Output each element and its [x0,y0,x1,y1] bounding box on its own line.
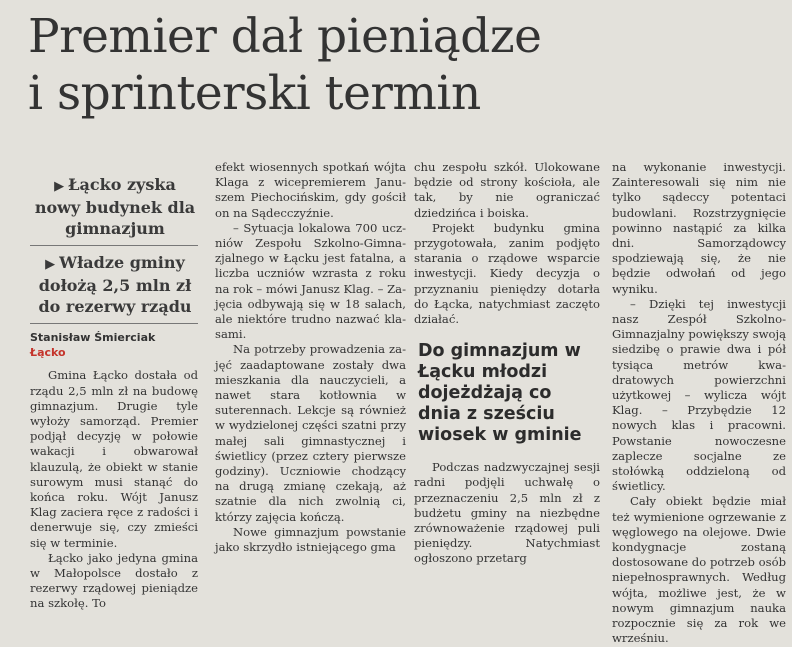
article-paragraph: efekt wiosennych spotkań wójta Klaga z wicepremierem Januszem Piechocińskim, gdy gościł on na Sądecczyźnie. [215,160,406,220]
headline [28,8,792,122]
article-paragraph: chu zespołu szkół. Ulokowane będzie od strony kościoła, ale tak, by nie ograniczać dziedzińca i boiska. [414,160,600,220]
lead-point-2-text: Władze gminy dołożą 2,5 mln zł do rezerwy rządu [38,253,192,316]
article-paragraph: Na potrzeby prowadzenia zajęć zaadaptowane zostały dwa mieszkania dla nauczycieli, a nawet stara kotłownia w suterennach. Lekcje są również w wydzielonej części szatni przy małej sali gimnastycznej i świetlicy (przez cztery pierwsze godziny). Uczniowie chodzący na drugą zmianę czekają, aż szatnie dla nich zwolnią ci, którzy zajęcia kończą. [215,342,406,524]
article-paragraph: Nowe gimnazjum powstanie jako skrzydło istniejącego gma [215,524,406,555]
article-paragraph: Łącko jako jedyna gmina w Małopolsce dostało z rezerwy rządowej pieniądze na szkołę. To [30,550,198,611]
lead-divider [30,323,198,324]
article-column-3 [414,160,600,567]
article-paragraph: – Dzięki tej inwestycji nasz Zespół Szkolno-Gimnazjalny powiększy swoją siedzibę o prawie dwa i pół tysiąca metrów kwadratowych powierzchni użytkowej – wylicza wójt Klag. – Przybędzie 12 nowych klas i pracowni. Powstanie nowoczesne zaplecze socjalne ze stołówką oddzieloną od świetlicy. [612,296,786,494]
article-paragraph: – Sytuacja lokalowa 700 uczniów Zespołu Szkolno-Gimnazjalnego w Łącku jest fatalna, a liczba uczniów wzrasta z roku na rok – mówi Janusz Klag. – Zajęcia odbywają się w 18 salach, ale niektóre trudno nazwać klasami. [215,220,406,342]
article-column-4 [612,160,786,647]
article-column-2 [215,160,406,555]
dateline-place: Łącko [30,346,66,360]
lead-point-1-text: Łącko zyska nowy budynek dla gimnazjum [34,175,196,238]
article-paragraph: Gmina Łącko dostała od rządu 2,5 mln zł na budowę gimnazjum. Drugie tyle wyłoży samorząd. Premier podjął decyzję w połowie wakacji i obwarował klauzulą, że obiekt w stanie surowym musi stanąć do końca roku. Wójt Janusz Klag zaciera ręce z radości i denerwuje się, czy zmieści się w terminie. [30,368,198,550]
lead-point-1 [30,174,198,239]
article-paragraph: Cały obiekt będzie miał też wymienione ogrzewanie z węglowego na olejowe. Dwie kondygnacje zostaną dostosowane do potrzeb osób niepełnosprawnych. Według wójta, możliwe jest, że w nowym gimnazjum nauka rozpocznie się za rok we wrześniu. [612,494,786,646]
article-paragraph: Projekt budynku gmina przygotowała, zanim podjęto starania o rządowe wsparcie inwestycji. Kiedy decyzja o przyznaniu pieniędzy dotarła do Łącka, natychmiast zaczęto działać. [414,220,600,327]
lead-point-2 [30,252,198,317]
article-paragraph: Podczas nadzwyczajnej sesji radni podjęli uchwałę o przeznaczeniu 2,5 mln zł z budżetu gminy na niezbędne zrównoważenie rządowej puli pieniędzy. Natychmiast ogłoszono przetarg [414,460,600,566]
author-name: Stanisław Śmierciak [30,331,156,344]
subheading: Do gimnazjum w Łącku młodzi dojeżdżają co dnia z sześciu wiosek w gminie [418,341,582,446]
lead-divider [30,245,198,246]
triangle-bullet-icon: ▶ [45,257,56,272]
headline-line-1: Premier dał pieniądze [28,9,542,64]
article-paragraph: na wykonanie inwestycji. Zainteresowali się nim nie tylko sądeccy potentaci budowlani. Rozstrzygnięcie powinno nastąpić za kilka dni. Samorządowcy spodziewają się, że nie będzie odwołań od jego wyniku. [612,160,786,296]
headline-line-2: i sprinterski termin [28,66,481,121]
lead-column [30,174,198,612]
triangle-bullet-icon: ▶ [54,179,65,194]
